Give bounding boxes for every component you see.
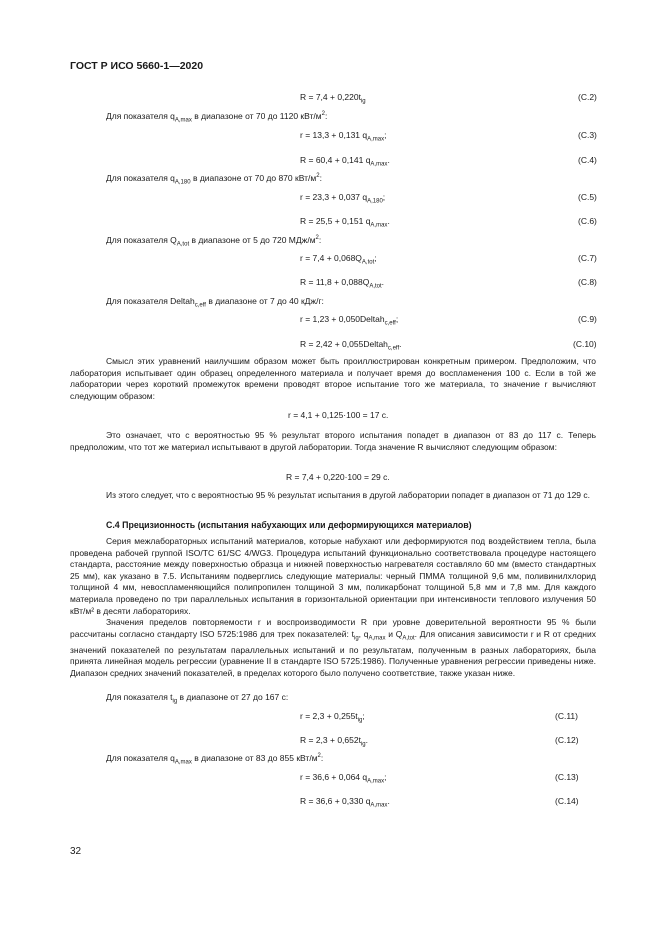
range-line: Для показателя $Q_{A,tot}$ в диапазоне от 5 до 720 МДж/$м^2$: bbox=[106, 235, 322, 248]
equation-number: (C.7) bbox=[578, 253, 597, 263]
equation-number: (C.4) bbox=[578, 155, 597, 165]
document-header: ГОСТ Р ИСО 5660-1—2020 bbox=[70, 60, 204, 72]
equation-number: (C.11) bbox=[555, 711, 578, 721]
paragraph-conclusion: Из этого следует, что с вероятностью 95 % результат испытания в другой лаборатории попадет в диапазон от 71 до 129 с. bbox=[106, 490, 591, 500]
equation-c4: R = 60,4 + 0,141 $q_{A,max}$. bbox=[300, 155, 390, 168]
equation-c7: $r = 7,4 + 0,068Q_{A,tot}$; bbox=[300, 253, 377, 266]
range-line: Для показателя $t_{ig}$ в диапазоне от 27 до 167 с: bbox=[106, 692, 289, 705]
equation-number: (C.14) bbox=[555, 796, 579, 806]
equation-c9: r = 1,23 + 0,050Deltah$_{c,eff}$; bbox=[300, 314, 399, 327]
calculation-r: r = 4,1 + 0,125·100 = 17 с. bbox=[288, 410, 389, 420]
equation-number: (C.13) bbox=[555, 772, 579, 782]
equation-number: (C.8) bbox=[578, 277, 597, 287]
equation-number: (C.12) bbox=[555, 735, 579, 745]
equation-c11: $r = 2,3 + 0,255t_{ig}$; bbox=[300, 711, 365, 724]
equation-c3: r = 13,3 + 0,131 $q_{A,max}$; bbox=[300, 130, 387, 143]
equation-c5: r = 23,3 + 0,037 $q_{A,180}$; bbox=[300, 192, 386, 205]
range-line: Для показателя $q_{A,max}$ в диапазоне от 70 до 1120 кВт/$м^2$: bbox=[106, 111, 328, 124]
equation-c8: $R = 11,8 + 0,088Q_{A,tot}$. bbox=[300, 277, 385, 290]
range-line: Для показателя $q_{A,max}$ в диапазоне от 83 до 855 кВт/$м^2$: bbox=[106, 753, 324, 766]
equation-c2: $R = 7,4 + 0,220t_{ig}$ bbox=[300, 92, 366, 105]
page-number: 32 bbox=[70, 846, 82, 857]
calculation-R: R = 7,4 + 0,220·100 = 29 с. bbox=[286, 472, 390, 482]
equation-c13: r = 36,6 + 0,064 $q_{A,max}$; bbox=[300, 772, 387, 785]
equation-number: (C.5) bbox=[578, 192, 597, 202]
range-line: Для показателя Deltah$_{c,eff}$ в диапазоне от 7 до 40 кДж/г: bbox=[106, 296, 324, 309]
paragraph-meaning: Это означает, что с вероятностью 95 % результат второго испытания попадет в диапазон от 83 до 117 с. Теперь предположим, что тот же материал испытывают в другой лаборатории. Тогда значение R вычисляют следующим образом: bbox=[70, 430, 596, 452]
equation-c12: $R = 2,3 + 0,652t_{ig}$. bbox=[300, 735, 369, 748]
equation-number: (C.2) bbox=[578, 92, 597, 102]
equation-c10: R = 2,42 + 0,055Deltah$_{c,eff}$. bbox=[300, 339, 402, 352]
paragraph-values: Значения пределов повторяемости r и воспроизводимости R при уровне доверительной вероятности 95 % были рассчитаны согласно стандарту ISO 5725:1986 для трех показателей: $t_{ig}$, $q_{A,max}$ и $Q_{A,tot}$. Для описания зависимости r и R от средних значений показателей по результатам параллельных испытаний и по результатам, полученным в разных лабораториях, была принята линейная модель регрессии (уравнение II в стандарте ISO 5725:1986). Полученные уравнения регрессии приведены ниже. Диапазон средних значений показателей, в пределах которого было получено соответствие, также указан ниже. bbox=[70, 617, 596, 679]
equation-number: (C.10) bbox=[573, 339, 597, 349]
equation-c14: R = 36,6 + 0,330 $q_{A,max}$. bbox=[300, 796, 390, 809]
range-line: Для показателя $q_{A,180}$ в диапазоне от 70 до 870 кВт/$м^2$: bbox=[106, 173, 322, 186]
paragraph-series: Серия межлабораторных испытаний материалов, которые набухают или деформируются под воздействием тепла, была проведена рабочей группой ISO/TC 61/SC 4/WG3. Процедура испытаний функционально соответствовала процедуре настоящего стандарта, расстояние между поверхностью образца и нижней поверхностью нагревателя составляло 60 мм (вместо стандартных 25 мм), как указано в 7.5. Испытаниям подверглись следующие материалы: черный ПММА толщиной 9,6 мм, поливинилхлорид толщиной 4 мм, невоспламеняющийся полипропилен толщиной 3 мм, поликарбонат толщиной 5,8 мм и 7,8 мм. Для каждого материала проведено по три параллельных испытания в горизонтальной ориентации при интенсивности теплового излучения 50 кВт/м² в десяти лабораториях. bbox=[70, 536, 596, 616]
equation-c6: R = 25,5 + 0,151 $q_{A,max}$. bbox=[300, 216, 390, 229]
paragraph-example: Смысл этих уравнений наилучшим образом может быть проиллюстрирован конкретным примером. Предположим, что лаборатория испытывает один образец определенного материала и получает время до воспламенения 100 с. Если в той же лаборатории через короткий промежуток времени проводят второе испытание того же материала, то значение r вычисляют следующим образом: bbox=[70, 356, 596, 401]
equation-number: (C.9) bbox=[578, 314, 597, 324]
equation-number: (C.3) bbox=[578, 130, 597, 140]
section-title: С.4 Прецизионность (испытания набухающих или деформирующихся материалов) bbox=[106, 520, 472, 530]
equation-number: (C.6) bbox=[578, 216, 597, 226]
